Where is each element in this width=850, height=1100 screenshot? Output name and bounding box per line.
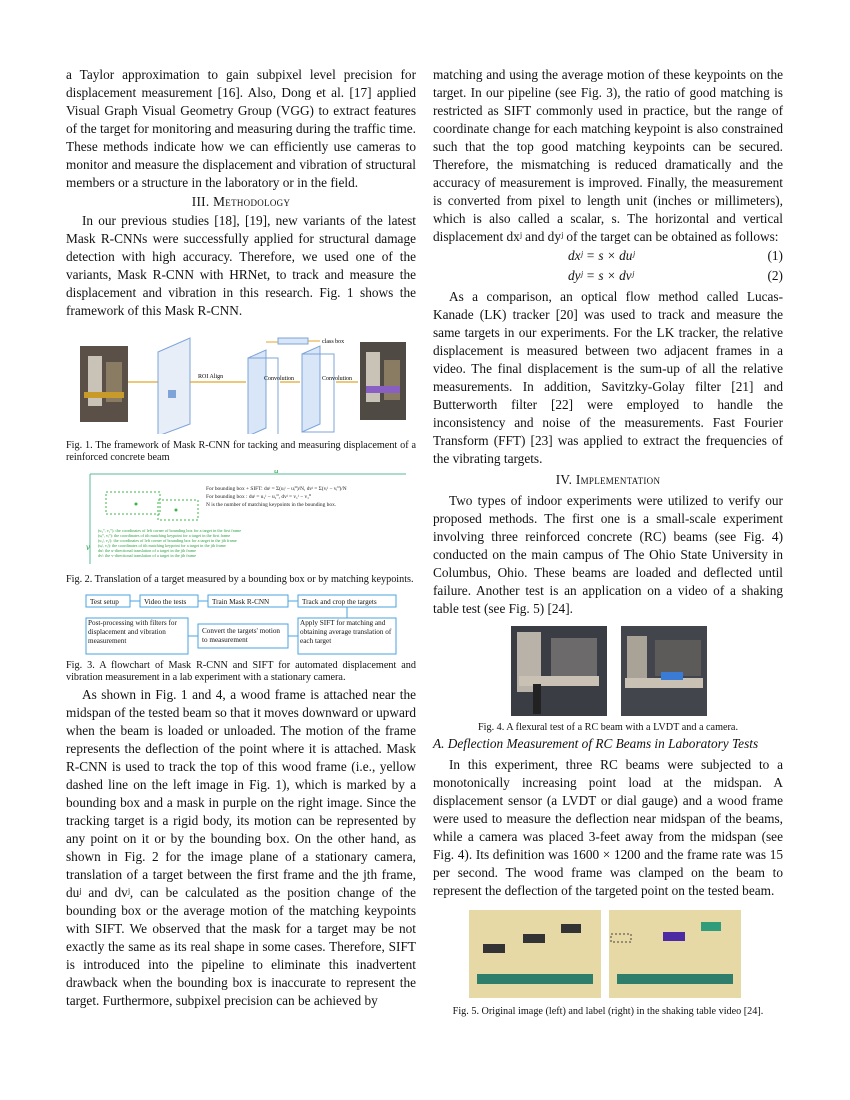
convolution-label: Convolution <box>322 376 353 382</box>
u-axis-label: u <box>274 470 279 475</box>
figure-caption: Fig. 2. Translation of a target measured by a bounding box or by matching keypoints. <box>66 574 414 585</box>
class-box-label: class box <box>322 339 345 345</box>
paragraph: a Taylor approximation to gain subpixel level precision for displacement measurement [16]. Also, Dong et al. [17] applied Visual Graph Visual Geometry Group (VGG) to extract features of the target for monitoring and measuring during the traffic time. These methods indicate how we can efficiently use cameras to monitor and measure the displacement and vibration of structural members or a structure in the laboratory or in the field. <box>66 67 416 190</box>
legend-line: (u₁⁰, v₁⁰): the coordinates of left corner of bounding box for a target in the first frame <box>98 528 242 533</box>
equation-number: (1) <box>767 248 783 263</box>
equation-text: dyʲ = s × dvʲ <box>568 268 634 283</box>
bbox-sift-formula: For bounding box + SIFT: duʲ = Σ(uᵢʲ − uᵢ⁰)/N, dvʲ = Σ(vᵢʲ − vᵢ⁰)/N <box>206 486 347 492</box>
paragraph: Two types of indoor experiments were utilized to verify our proposed methods. The first one is a small-scale experiment involving three reinforced concrete (RC) beams (see Fig. 4) conducted on the main campus of The Ohio State University in Columbus, Ohio. These beams are loaded and deflected until failure. Another test is an application on a video of a shaking table test (see Fig. 5) [24]. <box>433 493 783 616</box>
paragraph: matching and using the average motion of these keypoints on the target. In our pipeline (see Fig. 3), the ratio of good matching is restricted as SIFT commonly used in practice, but the range of coordinate change for each matching keypoint is also constrained such that the top good matching keypoints can be secured. Therefore, the mismatching is reduced dramatically and the accuracy of measurement is improved. Finally, the measurement is converted from pixel to length unit (inches or millimeters), which is also called a scalar, s. The horizontal and vertical displacement dxʲ and dyʲ of the target can be obtained as follows: <box>433 67 783 244</box>
section-heading: III. Methodology <box>191 194 291 209</box>
equation-number: (2) <box>767 268 783 283</box>
bbox-formula: For bounding box : duʲ = u₁ʲ − u₁⁰, dvʲ = v₁ʲ − v₁⁰ <box>206 494 312 500</box>
figure-caption: Fig. 4. A flexural test of a RC beam with a LVDT and a camera. <box>477 722 738 733</box>
paragraph: As a comparison, an optical flow method called Lucas-Kanade (LK) tracker [20] was used to track and measure the same targets in our experiments. For the LK tracker, the relative displacement is measured between two adjacent frames in a video. The final displacement is the sum-up of all the relative measurements. In addition, Savitzky-Golay filter [21] and Butterworth filter [22] were employed to handle the inconsistency and noise of the measurements. Fast Fourier Transform (FFT) [23] was applied to extract the frequencies of the vibrating targets. <box>433 289 783 466</box>
flow-step: Apply SIFT for matching and obtaining average translation of each target <box>300 619 392 645</box>
paragraph: In our previous studies [18], [19], new variants of the latest Mask R-CNNs were successfully applied for structural damage detection with high accuracy. Therefore, we used one of the variants, Mask R-CNN with HRNet, to track and measure the displacement and vibration in this research. Fig. 1 shows the framework of this Mask R-CNN. <box>66 213 416 318</box>
figure-caption: Fig. 1. The framework of Mask R-CNN for tacking and measuring displacement of a reinforced concrete beam <box>66 440 416 463</box>
photo-original <box>469 910 601 998</box>
figure-caption: Fig. 5. Original image (left) and label (right) in the shaking table video [24]. <box>452 1006 764 1017</box>
figure-caption: Fig. 3. A flowchart of Mask R-CNN and SIFT for automated displacement and vibration measurement in a lab experiment with a stationary camera. <box>66 660 416 683</box>
paragraph: In this experiment, three RC beams were subjected to a monotonically increasing point load at the midspan. A displacement sensor (a LVDT or dial gauge) and a wood frame were used to measure the deflection near midspan of the beams, while a camera was placed 3-feet away from the midspan (see Fig. 4). Its definition was 1600 × 1200 and the frame rate was 15 per second. The wood frame was clamped on the beam to represent the deflection of the targeted point on the tested beam. <box>433 757 783 898</box>
legend-line: dvʲ: the v-directional translation of a target in the jth frame <box>98 553 197 558</box>
legend-line: (uᵢ⁰, vᵢ⁰): the coordinates of ith matching keypoint for a target in the first frame <box>98 533 231 538</box>
flow-step: Video the tests <box>144 598 187 606</box>
figure-1 <box>66 332 416 434</box>
subsection-heading: A. Deflection Measurement of RC Beams in Laboratory Tests <box>433 736 759 751</box>
figure-5 <box>433 910 783 1002</box>
figure-2 <box>66 470 416 570</box>
v-axis-label: v <box>86 542 90 552</box>
flow-step: Train Mask R-CNN <box>212 598 270 606</box>
figure-4 <box>433 626 783 718</box>
flow-step: Test setup <box>90 598 119 606</box>
rc-beam-photos <box>433 626 783 718</box>
legend-line: duʲ: the u-directional translation of a target in the jth frame <box>98 548 197 553</box>
roi-align-label: ROI Align <box>198 374 224 380</box>
n-definition: N is the number of matching keypoints in the bounding box. <box>206 502 337 508</box>
flow-step: Post-processing with filters for displacement and vibration measurement <box>88 619 177 645</box>
figure-3 <box>66 594 416 658</box>
photo-label <box>609 910 741 998</box>
left-column <box>66 66 416 1010</box>
mask-rcnn-framework-diagram <box>66 332 416 434</box>
flow-step: Track and crop the targets <box>302 598 377 606</box>
flow-step: Convert the targets' motion to measurement <box>202 627 281 644</box>
equation-1 <box>433 246 783 266</box>
equation-text: dxʲ = s × duʲ <box>568 248 635 263</box>
convolution-label: Convolution <box>264 376 295 382</box>
legend-line: (uᵢʲ, vᵢʲ): the coordinates of ith matching keypoint for a target in the jth frame <box>98 543 226 548</box>
legend-line: (u₁ʲ, v₁ʲ): the coordinates of left corner of bounding box for a target in the jth frame <box>98 538 237 543</box>
equation-2 <box>433 266 783 286</box>
flowchart <box>66 594 416 658</box>
paragraph: As shown in Fig. 1 and 4, a wood frame is attached near the midspan of the tested beam so that it moves downward or upward when the beam is loaded or unloaded. The motion of the frame represents the deflection of the point where it is attached. Mask R-CNN is used to track the top of this wood frame (i.e., yellow dashed line on the left image in Fig. 1), which is marked by a bounding box and a mask in purple on the right image. Since the tracking target is a rigid body, its motion can be represented by any point on it or by the bounding box. On the other hand, as shown in Fig. 2 for the image plane of a stationary camera, translation of a target between the first frame and the jth frame, duʲ and dvʲ, can be calculated as the position change of the bounding box or the average motion of the matching keypoints with SIFT. We observed that the mask for a target may be not exactly the same as its real shape in some cases. Therefore, SIFT is introduced into the pipeline to eliminate this inadvertent drawback when the bounding box is inaccurate to represent the target. Furthermore, subpixel precision can be achieved by <box>66 687 416 1008</box>
section-heading: IV. Implementation <box>555 472 661 487</box>
translation-diagram <box>66 470 416 570</box>
shaking-table-photos <box>433 910 783 1002</box>
right-column <box>433 66 783 1018</box>
